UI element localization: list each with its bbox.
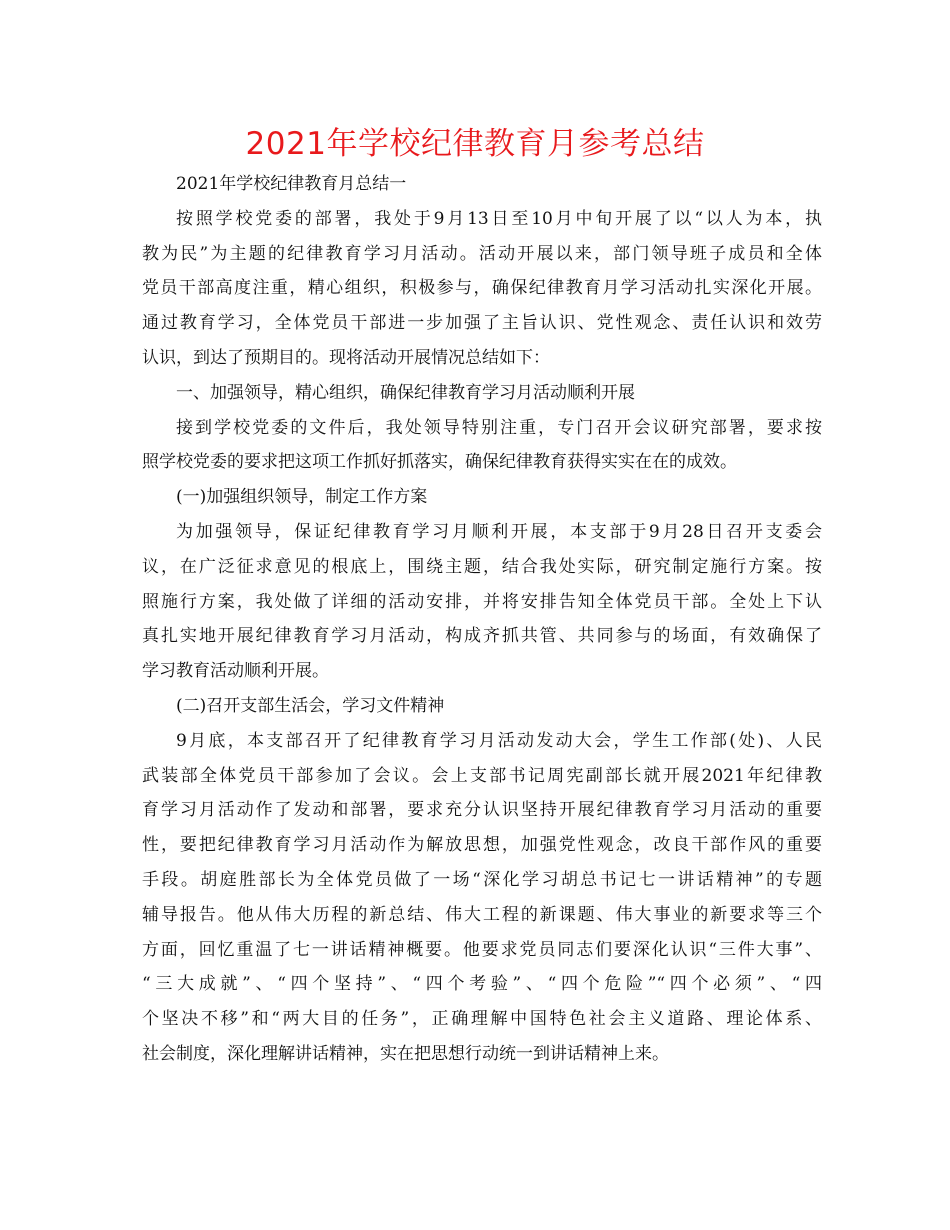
text-line: 社会制度，深化理解讲话精神，实在把思想行动统一到讲话精神上来。 xyxy=(142,1043,669,1064)
document-body xyxy=(142,167,822,1072)
text-line: 照学校党委的要求把这项工作抓好抓落实，确保纪律教育获得实实在在的成效。 xyxy=(142,452,737,473)
text-line: 接到学校党委的文件后，我处领导特别注重，专门召开会议研究部署，要求按 xyxy=(176,417,822,438)
text-line: 认识，到达了预期目的。现将活动开展情况总结如下： xyxy=(142,347,550,368)
text-line: 2021年学校纪律教育月总结一 xyxy=(176,174,407,194)
document-title: 2021年学校纪律教育月参考总结 xyxy=(245,126,705,162)
text-line: 为加强领导，保证纪律教育学习月顺利开展，本支部于9月28日召开支委会 xyxy=(176,521,822,542)
text-line: 方面，回忆重温了七一讲话精神概要。他要求党员同志们要深化认识“三件大事”、 xyxy=(142,939,822,960)
text-line: 按照学校党委的部署，我处于9月13日至10月中旬开展了以“以人为本，执 xyxy=(176,208,822,229)
text-line: 真扎实地开展纪律教育学习月活动，构成齐抓共管、共同参与的场面，有效确保了 xyxy=(142,626,822,647)
text-line: 9月底，本支部召开了纪律教育学习月活动发动大会，学生工作部(处)、人民 xyxy=(176,730,822,751)
text-line: 性，要把纪律教育学习月活动作为解放思想，加强党性观念，改良干部作风的重要 xyxy=(142,835,822,856)
text-line: 育学习月活动作了发动和部署，要求充分认识坚持开展纪律教育学习月活动的重要 xyxy=(142,800,822,821)
text-line: 照施行方案，我处做了详细的活动安排，并将安排告知全体党员干部。全处上下认 xyxy=(142,591,822,612)
text-line: 武装部全体党员干部参加了会议。会上支部书记周宪副部长就开展2021年纪律教 xyxy=(142,765,822,786)
text-line: (一)加强组织领导，制定工作方案 xyxy=(176,487,428,508)
text-line: (二)召开支部生活会，学习文件精神 xyxy=(176,695,445,716)
text-line: 通过教育学习，全体党员干部进一步加强了主旨认识、党性观念、责任认识和效劳 xyxy=(142,313,822,334)
text-line: 学习教育活动顺利开展。 xyxy=(142,661,329,682)
text-line: 一、加强领导，精心组织，确保纪律教育学习月活动顺利开展 xyxy=(176,382,635,403)
text-line: 教为民”为主题的纪律教育学习月活动。活动开展以来，部门领导班子成员和全体 xyxy=(142,243,822,264)
text-line: 手段。胡庭胜部长为全体党员做了一场“深化学习胡总书记七一讲话精神”的专题 xyxy=(142,869,822,890)
text-line: 个坚决不移”和“两大目的任务”，正确理解中国特色社会主义道路、理论体系、 xyxy=(142,1009,822,1030)
text-line: 党员干部高度注重，精心组织，积极参与，确保纪律教育月学习活动扎实深化开展。 xyxy=(142,278,822,299)
text-line: 议，在广泛征求意见的根底上，围绕主题，结合我处实际，研究制定施行方案。按 xyxy=(142,556,822,577)
text-line: “三大成就”、“四个坚持”、“四个考验”、“四个危险”“四个必须”、“四 xyxy=(142,974,822,995)
text-line: 辅导报告。他从伟大历程的新总结、伟大工程的新课题、伟大事业的新要求等三个 xyxy=(142,904,822,925)
